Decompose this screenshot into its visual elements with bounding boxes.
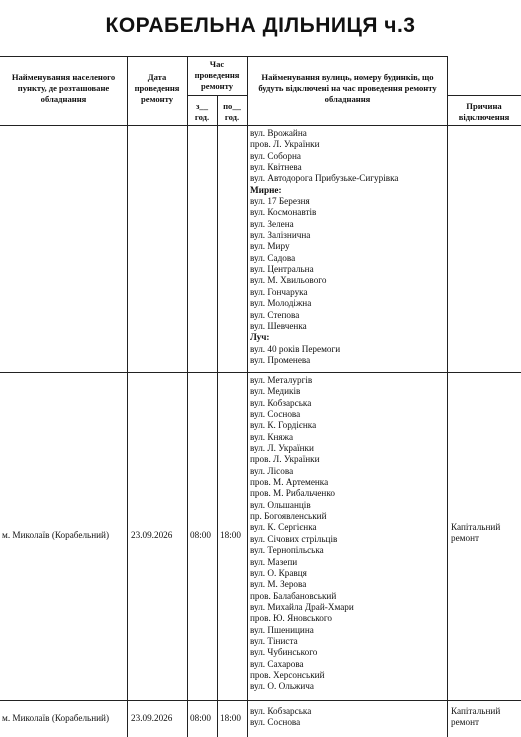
street-item: вул. М. Хвильового	[250, 275, 327, 286]
street-item: вул. О. Ольжича	[250, 681, 314, 692]
street-item: вул. Гончарука	[250, 286, 308, 297]
street-item: вул. Соснова	[250, 409, 301, 420]
street-item: вул. Чубинського	[250, 647, 318, 658]
street-item: вул. Молодіжна	[250, 298, 312, 309]
street-item: пров. Балабановський	[250, 590, 337, 601]
street-item: вул. Княжа	[250, 431, 294, 442]
street-item: пров. Ю. Яновського	[250, 613, 332, 624]
street-item: Мирне:	[250, 184, 282, 195]
street-item: вул. Садова	[250, 252, 296, 263]
from-cell: 08:00	[190, 713, 211, 723]
street-item: вул. Кобзарська	[250, 706, 312, 716]
header-from: з__ год.	[194, 101, 210, 122]
street-item: вул. Медиків	[250, 386, 301, 397]
date-cell: 23.09.2026	[131, 713, 173, 723]
header-streets: Найменування вулиць, номеру будинків, що будуть відключені на час проведення ремонту обладнання	[258, 72, 437, 104]
reason-cell: Капітальний ремонт	[451, 706, 501, 728]
streets-list	[250, 706, 311, 729]
street-item: вул. Сахарова	[250, 658, 304, 669]
street-item: вул. Лісова	[250, 465, 294, 476]
street-item: вул. Ольшанців	[250, 499, 311, 510]
street-item: вул. Врожайна	[250, 128, 307, 138]
street-item: вул. К. Гордієнка	[250, 420, 317, 431]
street-item: вул. Тіниста	[250, 635, 298, 646]
street-item: пров. М. Рибальченко	[250, 488, 335, 499]
street-item: вул. Космонавтів	[250, 207, 317, 218]
street-item: вул. О. Кравця	[250, 567, 307, 578]
street-item: пров. Л. Українки	[250, 139, 320, 150]
street-item: вул. Тернопільська	[250, 545, 324, 556]
street-item: пр. Богоявленський	[250, 511, 327, 522]
street-item: вул. Зелена	[250, 218, 294, 229]
header-time: Час проведення ремонту	[194, 59, 240, 91]
reason-cell: Капітальний ремонт	[451, 522, 501, 544]
street-item: вул. М. Зерова	[250, 579, 307, 590]
street-item: вул. Автодорога Прибузьке-Сигурівка	[250, 173, 399, 184]
street-item: вул. Соснова	[250, 717, 301, 728]
header-date: Дата проведення ремонту	[134, 72, 180, 104]
header-reason: Причина відключення	[458, 101, 510, 122]
header-settlement: Найменування населеного пункту, де розташоване обладнання	[11, 72, 116, 104]
street-item: вул. 40 років Перемоги	[250, 343, 341, 354]
street-item: вул. Кобзарська	[250, 397, 312, 408]
street-item: Луч:	[250, 332, 270, 343]
street-item: вул. Соборна	[250, 150, 301, 161]
street-item: вул. Залізнична	[250, 230, 311, 241]
street-item: вул. К. Сергієнка	[250, 522, 317, 533]
page-title: КОРАБЕЛЬНА ДІЛЬНИЦЯ ч.3	[105, 14, 416, 37]
to-cell: 18:00	[220, 713, 241, 723]
to-cell: 18:00	[220, 530, 241, 540]
settlement-cell: м. Миколаїв (Корабельний)	[2, 713, 110, 723]
header-to: по__ год.	[223, 101, 241, 122]
street-item: вул. Степова	[250, 309, 300, 320]
street-item: вул. Михайла Драй-Хмари	[250, 601, 354, 612]
street-item: вул. Січових стрільців	[250, 533, 338, 544]
street-item: вул. Шевченка	[250, 320, 307, 331]
street-item: вул. Л. Українки	[250, 443, 314, 454]
street-item: вул. Квітнева	[250, 162, 302, 173]
street-item: пров. Л. Українки	[250, 454, 320, 465]
street-item: пров. М. Артеменка	[250, 477, 329, 488]
streets-list	[250, 375, 354, 693]
street-item: вул. Променева	[250, 354, 311, 365]
street-item: вул. 17 Березня	[250, 196, 310, 207]
settlement-cell: м. Миколаїв (Корабельний)	[2, 530, 110, 540]
street-item: вул. Мазепи	[250, 556, 298, 567]
date-cell: 23.09.2026	[131, 530, 173, 540]
from-cell: 08:00	[190, 530, 211, 540]
street-item: вул. Миру	[250, 241, 290, 252]
street-item: вул. Центральна	[250, 264, 314, 275]
streets-list	[250, 128, 399, 366]
street-item: вул. Пшеницина	[250, 624, 314, 635]
street-item: пров. Херсонський	[250, 669, 325, 680]
street-item: вул. Металургів	[250, 375, 313, 385]
